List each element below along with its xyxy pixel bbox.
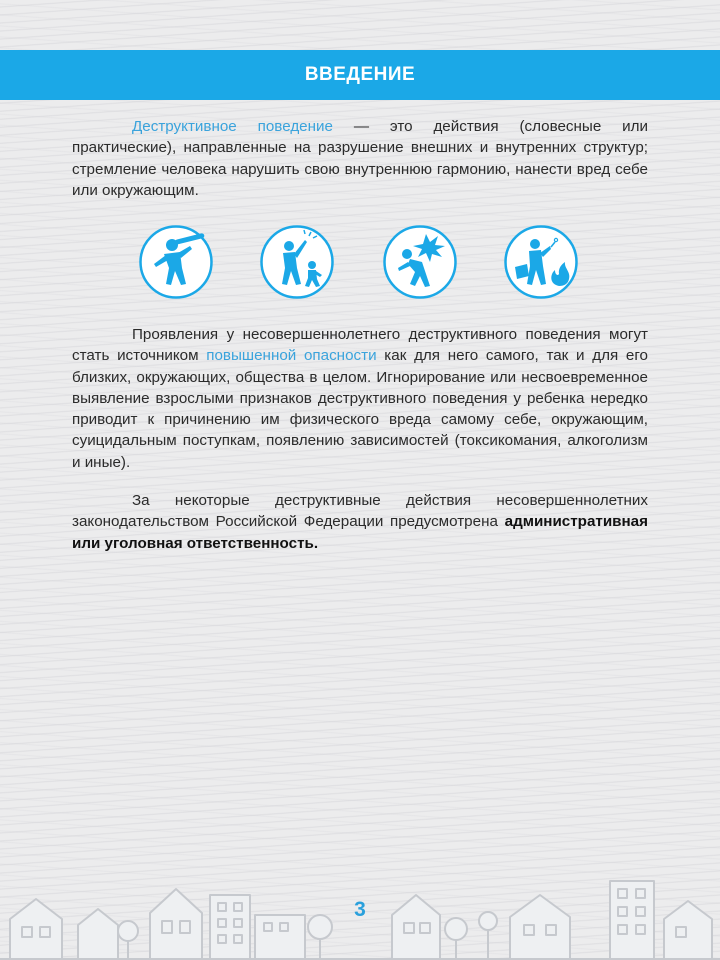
- violence-icon: [259, 224, 335, 300]
- manifestations-text-b: как для него самого, так и для его близких, окружающих, общества в целом. Игнорирование или несвоевременное выявление взрослыми признаков деструктивного поведения у ребенка нередко приводит к причинению им физического вреда самому себе, окружающим, суицидальным поступкам, появлению зависимостей (токсикомания, алкоголизм и иные).: [72, 347, 649, 471]
- page-number: 3: [354, 898, 366, 921]
- term-highlight: Деструктивное поведение: [132, 118, 333, 135]
- liability-bold: административная или уголовная ответственность.: [72, 513, 648, 552]
- section-header: [0, 50, 720, 100]
- danger-highlight: повышенной опасности: [206, 347, 377, 365]
- self-harm-icon: [382, 224, 458, 300]
- manifestations-text-a: Проявления у несовершеннолетнего деструктивного поведения могут стать источником: [72, 326, 648, 365]
- manifestations-paragraph: [72, 324, 648, 473]
- intro-text: — это действия (словесные или практические), направленные на разрушение внешних и внутренних структур; стремление человека нарушить свою внутреннюю гармонию, нанести вред себе или окружающим.: [72, 118, 648, 199]
- aggression-icon: [138, 224, 214, 300]
- arson-icon: [503, 224, 579, 300]
- behavior-icons-row: [0, 224, 720, 304]
- liability-paragraph: [72, 490, 648, 554]
- intro-paragraph: [72, 116, 648, 201]
- section-title: ВВЕДЕНИЕ: [304, 64, 416, 85]
- liability-text: За некоторые деструктивные действия несовершеннолетних законодательством Российской Федерации предусмотрена: [72, 492, 648, 531]
